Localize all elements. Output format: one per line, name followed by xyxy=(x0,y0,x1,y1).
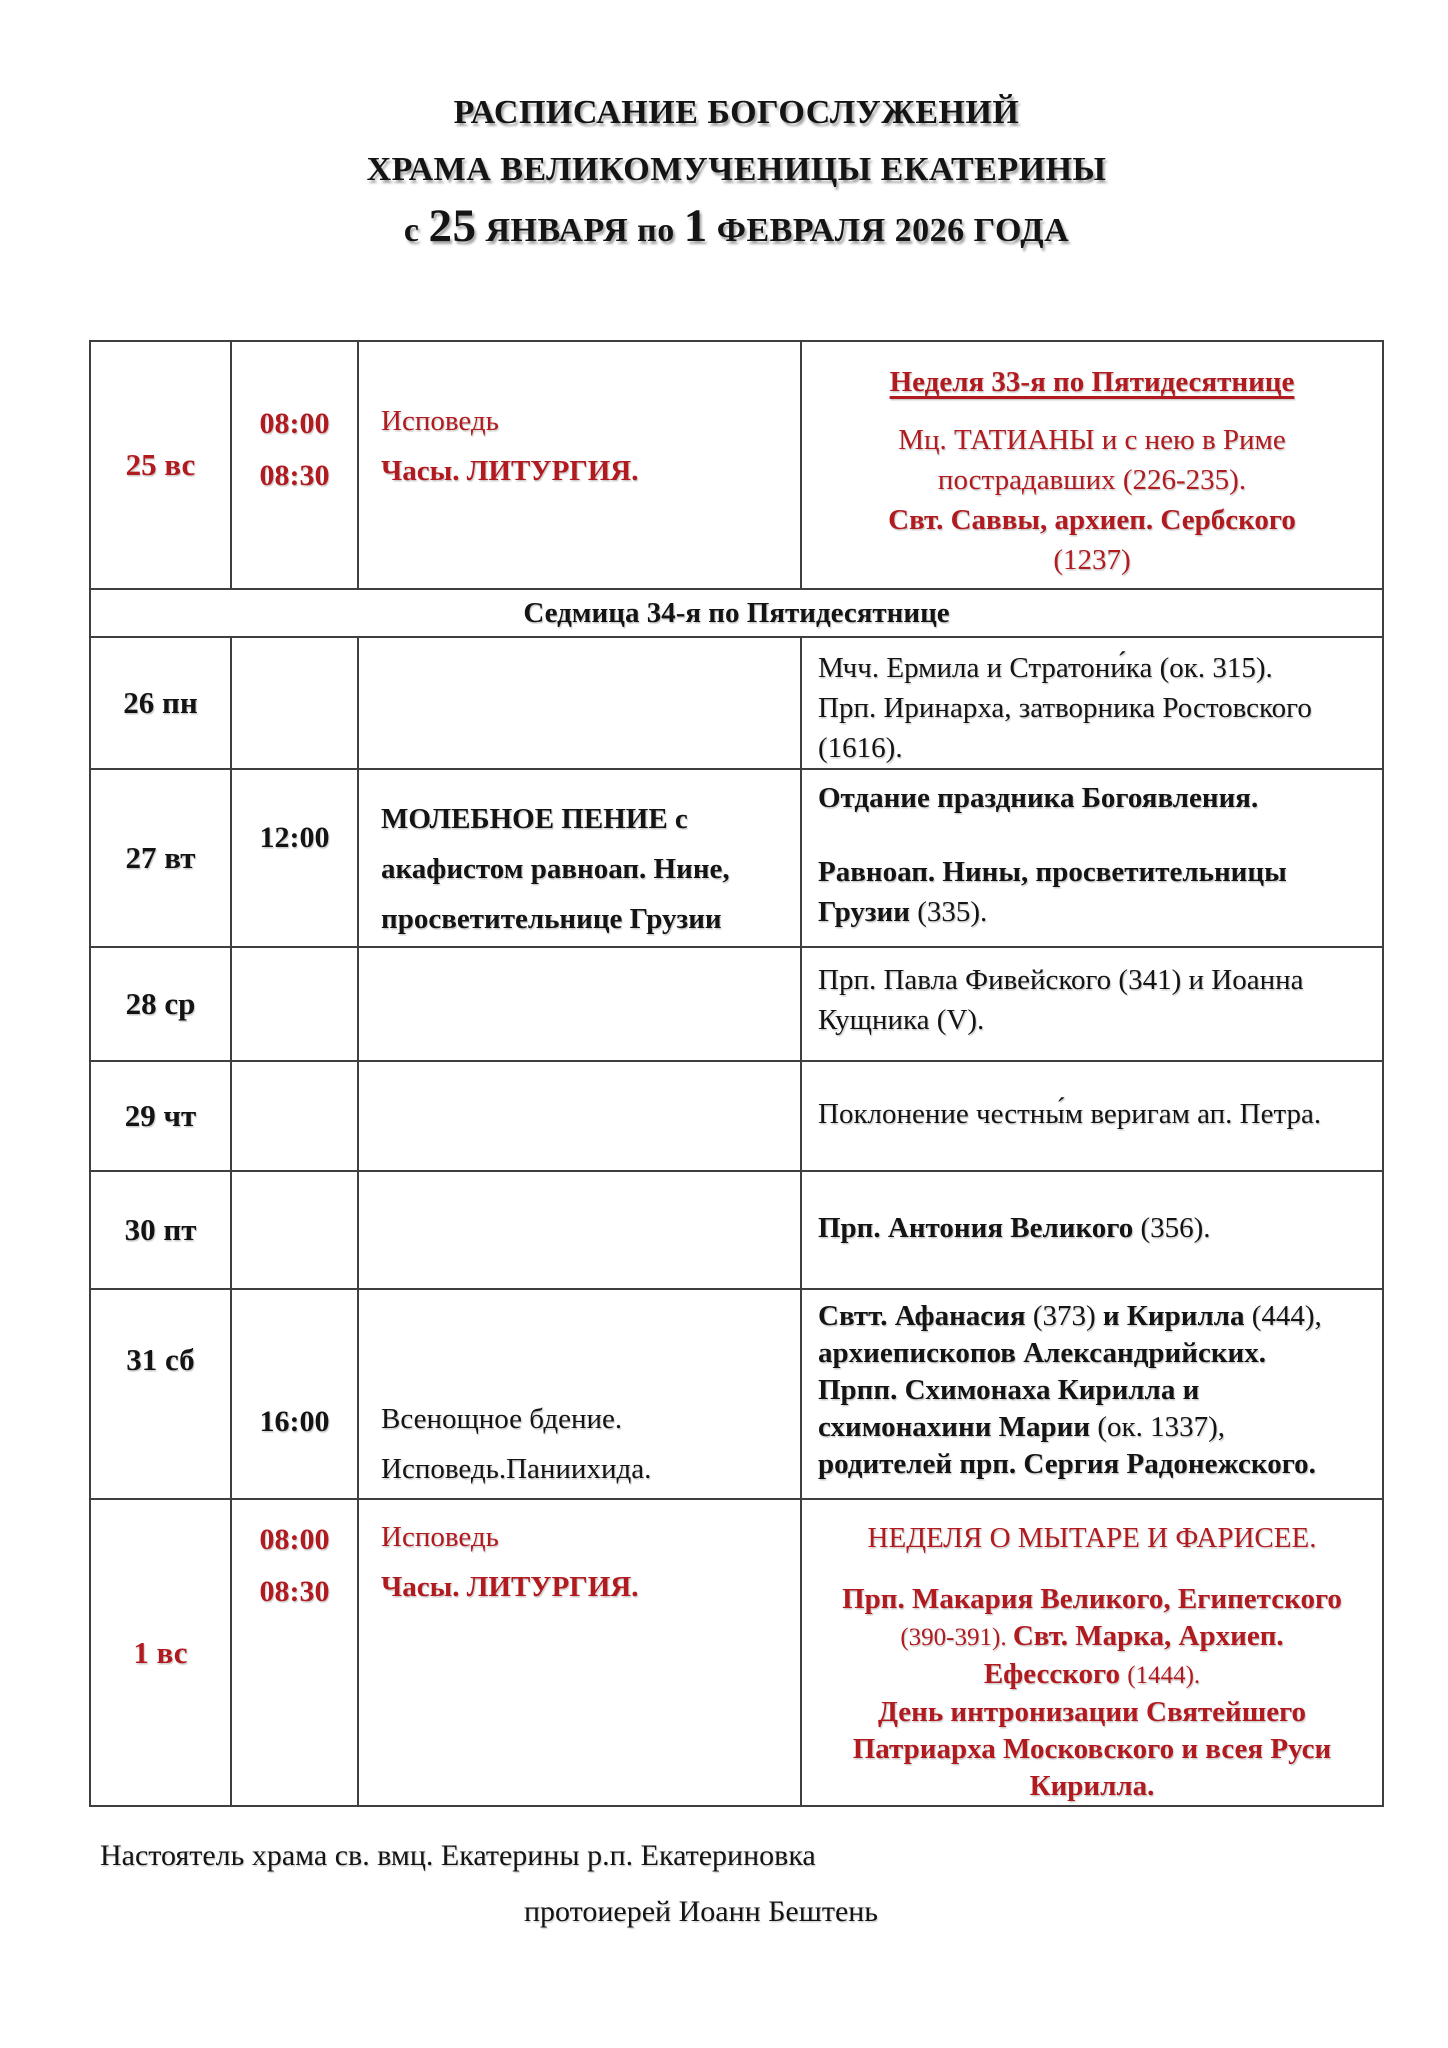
text-line xyxy=(818,1581,1366,1618)
text-line xyxy=(232,398,357,450)
text-line xyxy=(381,1512,790,1562)
text-segment: День интронизации Святейшего xyxy=(877,1696,1307,1728)
text-segment: Свт. Саввы, архиеп. Сербского xyxy=(888,504,1296,536)
text-segment: 31 сб xyxy=(126,1342,195,1377)
text-line xyxy=(381,844,790,894)
text-line xyxy=(818,1618,1366,1656)
text-segment: 16:00 xyxy=(259,1405,330,1438)
text-segment: (390-391). xyxy=(900,1624,1013,1651)
text-line xyxy=(381,396,790,446)
text-segment: с xyxy=(403,212,429,249)
text-line xyxy=(232,1396,357,1448)
service-cell xyxy=(357,1172,800,1288)
text-line xyxy=(818,1372,1366,1409)
text-segment: 26 пн xyxy=(123,685,198,720)
text-segment: Прп. Павла Фивейского (341) и Иоанна xyxy=(818,964,1304,996)
text-segment: (373) xyxy=(1032,1300,1103,1332)
feast-cell xyxy=(800,342,1382,588)
text-line xyxy=(818,1335,1366,1372)
text-segment: ФЕВРАЛЯ 2026 ГОДА xyxy=(707,212,1070,249)
feast-cell xyxy=(800,1290,1382,1498)
text-segment: Поклонение честны́м веригам ап. Петра. xyxy=(818,1098,1322,1130)
day-cell xyxy=(91,1062,230,1170)
doc-title xyxy=(89,84,1384,259)
text-segment: Кущника (V). xyxy=(818,1004,985,1036)
day-cell xyxy=(91,770,230,946)
text-segment: Мц. ТАТИАНЫ и с нею в Риме xyxy=(898,424,1286,456)
text-segment: 29 чт xyxy=(124,1098,197,1133)
text-segment: 08:30 xyxy=(259,1575,330,1608)
text-segment: Исповедь xyxy=(381,405,499,437)
feast-cell xyxy=(800,1062,1382,1170)
text-segment: Прп. Антония Великого xyxy=(818,1212,1141,1244)
time-cell xyxy=(230,342,357,588)
day-cell xyxy=(91,638,230,768)
text-line xyxy=(818,1000,1366,1040)
title-line-3 xyxy=(89,198,1384,259)
text-segment: 08:30 xyxy=(259,459,330,492)
text-segment: Прпп. Схимонаха Кирилла и xyxy=(818,1374,1200,1406)
text-line xyxy=(818,1298,1366,1335)
text-line xyxy=(232,450,357,502)
footer-priest-line: протоиерей Иоанн Бештень xyxy=(523,1895,878,1928)
text-line xyxy=(818,500,1366,540)
text-line xyxy=(818,460,1366,500)
text-segment: 27 вт xyxy=(125,840,196,875)
text-line xyxy=(818,1094,1366,1134)
text-segment: Исповедь xyxy=(381,1521,499,1553)
text-segment: (ок. 1337), xyxy=(1097,1411,1225,1443)
text-segment: Исповедь.Паниихида. xyxy=(381,1453,652,1485)
text-segment: Патриарха Московского и всея Руси xyxy=(852,1733,1332,1765)
schedule-row xyxy=(91,1170,1382,1288)
text-line xyxy=(381,1394,790,1444)
schedule-row xyxy=(91,946,1382,1060)
week-banner: Седмица 34-я по Пятидесятнице xyxy=(523,597,950,629)
text-segment: Неделя 33-я по Пятидесятнице xyxy=(889,366,1295,398)
text-segment: ХРАМА ВЕЛИКОМУЧЕНИЦЫ ЕКАТЕРИНЫ xyxy=(366,151,1107,188)
text-line xyxy=(232,812,357,864)
text-line xyxy=(381,894,790,944)
day-cell xyxy=(91,1290,230,1498)
text-segment: (335). xyxy=(917,896,988,928)
service-cell xyxy=(357,770,800,946)
text-line xyxy=(818,362,1366,402)
schedule-row xyxy=(91,636,1382,768)
text-segment: 25 вс xyxy=(125,447,196,482)
text-segment: 12:00 xyxy=(259,821,330,854)
text-segment: 30 пт xyxy=(124,1212,197,1247)
text-segment: схимонахини Марии xyxy=(818,1411,1098,1443)
text-line xyxy=(818,778,1366,818)
text-segment: 1 вс xyxy=(133,1634,188,1670)
time-cell xyxy=(230,1290,357,1498)
text-segment: Мчч. Ермила и Стратони́ка (ок. 315). xyxy=(818,652,1273,684)
text-line xyxy=(818,1446,1366,1483)
title-line-1 xyxy=(89,84,1384,141)
text-line xyxy=(818,1731,1366,1768)
day-cell xyxy=(91,1172,230,1288)
title-line-2 xyxy=(89,141,1384,198)
text-segment: Кирилла. xyxy=(1029,1770,1155,1802)
text-line xyxy=(818,648,1366,688)
text-segment: (1616). xyxy=(818,732,903,764)
service-cell xyxy=(357,342,800,588)
day-cell xyxy=(91,948,230,1060)
text-segment: Отдание праздника Богоявления. xyxy=(818,782,1259,814)
feast-cell xyxy=(800,770,1382,946)
text-segment: 28 ср xyxy=(125,986,196,1021)
text-segment: 08:00 xyxy=(259,407,330,440)
text-line xyxy=(818,1768,1366,1805)
text-line xyxy=(381,1444,790,1494)
day-cell xyxy=(91,1500,230,1805)
time-cell xyxy=(230,770,357,946)
text-segment: Грузии xyxy=(818,896,918,928)
text-segment: Равноап. Нины, просветительницы xyxy=(818,856,1287,888)
text-segment: архиепископов Александрийских. xyxy=(818,1337,1266,1369)
text-line xyxy=(818,540,1366,580)
text-segment: 08:00 xyxy=(259,1523,330,1556)
schedule-row xyxy=(91,1498,1382,1805)
text-line xyxy=(381,1562,790,1612)
text-segment: Всенощное бдение. xyxy=(381,1403,623,1435)
time-cell xyxy=(230,948,357,1060)
text-segment: Часы. ЛИТУРГИЯ. xyxy=(381,1571,639,1603)
text-line xyxy=(818,1409,1366,1446)
text-segment: 25 xyxy=(428,200,477,252)
text-segment: (444), xyxy=(1251,1300,1322,1332)
time-cell xyxy=(230,1062,357,1170)
text-segment: МОЛЕБНОЕ ПЕНИЕ с xyxy=(381,803,688,835)
text-line xyxy=(818,1520,1366,1557)
text-segment: пострадавших (226-235). xyxy=(937,464,1247,496)
text-segment: (1444). xyxy=(1127,1662,1201,1689)
service-cell xyxy=(357,1290,800,1498)
schedule-row xyxy=(91,768,1382,946)
time-cell xyxy=(230,1500,357,1805)
schedule-row xyxy=(91,1288,1382,1498)
service-cell xyxy=(357,638,800,768)
text-line xyxy=(818,960,1366,1000)
text-segment: акафистом равноап. Нине, xyxy=(381,853,730,885)
text-line xyxy=(381,794,790,844)
text-line xyxy=(818,1656,1366,1694)
service-cell xyxy=(357,1062,800,1170)
text-segment: (356). xyxy=(1140,1212,1211,1244)
feast-cell xyxy=(800,948,1382,1060)
text-segment: РАСПИСАНИЕ БОГОСЛУЖЕНИЙ xyxy=(453,94,1020,131)
footer-rector-line: Настоятель храма св. вмц. Екатерины р.п. Екатериновка xyxy=(100,1839,816,1872)
text-segment: родителей прп. Сергия Радонежского. xyxy=(818,1448,1316,1480)
text-segment: Прп. Иринарха, затворника Ростовского xyxy=(818,692,1312,724)
feast-cell xyxy=(800,638,1382,768)
feast-cell xyxy=(800,1172,1382,1288)
text-segment: 1 xyxy=(683,200,708,252)
text-line xyxy=(818,728,1366,768)
text-segment: Свтт. Афанасия xyxy=(818,1300,1033,1332)
schedule-row xyxy=(91,1060,1382,1170)
schedule-table xyxy=(89,340,1384,1807)
text-line xyxy=(818,420,1366,460)
text-line xyxy=(381,446,790,496)
week-banner-row xyxy=(91,588,1382,636)
text-line xyxy=(232,1566,357,1618)
text-segment: Прп. Макария Великого, Египетского xyxy=(842,1583,1342,1615)
time-cell xyxy=(230,638,357,768)
text-segment: Часы. ЛИТУРГИЯ. xyxy=(381,455,639,487)
text-segment: Свт. Марка, Архиеп. xyxy=(1012,1620,1284,1652)
text-segment: (1237) xyxy=(1053,544,1131,576)
text-segment: просветительнице Грузии xyxy=(381,903,722,935)
text-line xyxy=(818,852,1366,892)
text-segment: и Кирилла xyxy=(1102,1300,1252,1332)
text-line xyxy=(818,892,1366,932)
text-line xyxy=(818,1694,1366,1731)
day-cell xyxy=(91,342,230,588)
text-line xyxy=(818,688,1366,728)
doc-footer xyxy=(100,1828,878,1940)
schedule-row xyxy=(91,342,1382,588)
service-cell xyxy=(357,1500,800,1805)
text-line xyxy=(818,1208,1366,1248)
time-cell xyxy=(230,1172,357,1288)
text-line xyxy=(232,1514,357,1566)
text-segment: ЯНВАРЯ по xyxy=(476,212,684,249)
service-cell xyxy=(357,948,800,1060)
text-segment: НЕДЕЛЯ О МЫТАРЕ И ФАРИСЕЕ. xyxy=(867,1522,1317,1554)
text-segment: Ефесского xyxy=(983,1658,1128,1690)
feast-cell xyxy=(800,1500,1382,1805)
